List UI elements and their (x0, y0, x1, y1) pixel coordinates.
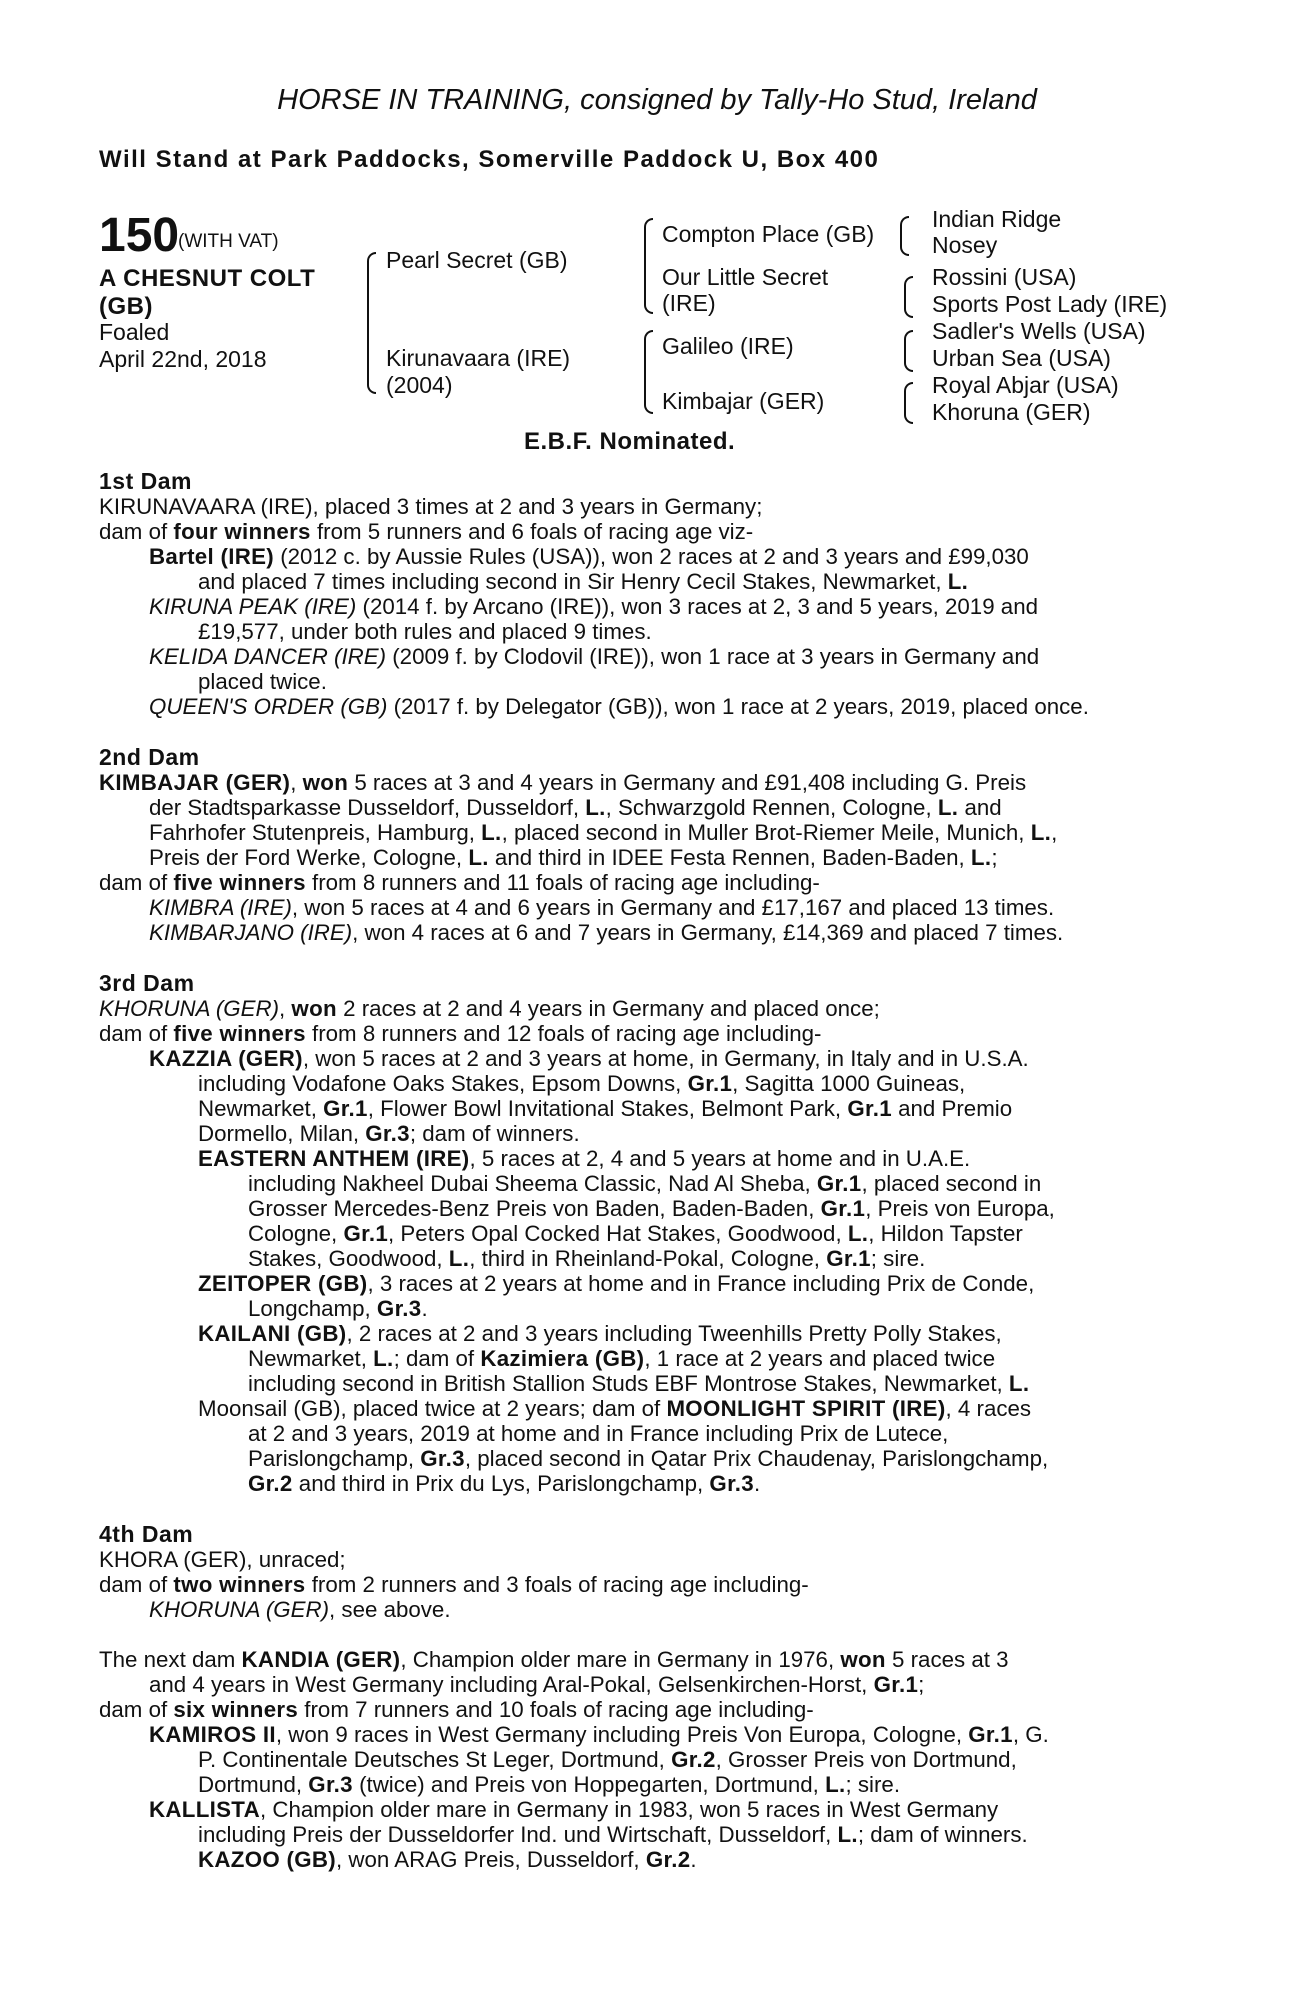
text-segment: 5 races at 3 (885, 1647, 1009, 1672)
text-segment: KIRUNAVAARA (IRE), placed 3 times at 2 and 3 years in Germany; (99, 494, 763, 519)
text-segment: , placed second in (861, 1171, 1042, 1196)
text-segment: £19,577, under both rules and placed 9 times. (198, 619, 652, 644)
text-line (198, 1071, 965, 1096)
pedigree-brace-dd (904, 382, 913, 424)
bold-text: KAMIROS II (149, 1722, 276, 1747)
text-segment: ; dam of (393, 1346, 481, 1371)
bold-text: MOONLIGHT SPIRIT (IRE) (666, 1396, 946, 1421)
text-segment: ; dam of winners. (409, 1121, 580, 1146)
bold-text: Gr.1 (687, 1071, 733, 1096)
text-segment: ; sire. (845, 1772, 901, 1797)
text-segment: dam of (99, 1697, 174, 1722)
section-heading-3rd-dam: 3rd Dam (99, 970, 195, 996)
bold-text: Gr.1 (816, 1171, 862, 1196)
text-segment: ; dam of winners. (857, 1822, 1028, 1847)
text-segment: , third in Rheinland-Pokal, Cologne, (469, 1246, 827, 1271)
bold-text: four winners (173, 519, 311, 544)
text-segment: , (279, 996, 292, 1021)
text-segment: including Nakheel Dubai Sheema Classic, Nad Al Sheba, (248, 1171, 817, 1196)
text-segment: including Preis der Dusseldorfer Ind. und Wirtschaft, Dusseldorf, (198, 1822, 838, 1847)
text-line (198, 1822, 1028, 1847)
pedigree-dam: Kirunavaara (IRE) (386, 345, 571, 371)
bold-text: Gr.2 (248, 1471, 293, 1496)
bold-text: Gr.1 (847, 1096, 892, 1121)
bold-text: Gr.1 (820, 1196, 866, 1221)
bold-text: Gr.1 (968, 1722, 1013, 1747)
text-line (198, 619, 652, 644)
text-segment: , won 4 races at 6 and 7 years in Germany, £14,369 and placed 7 times. (352, 920, 1064, 945)
text-segment: and third in IDEE Festa Rennen, Baden-Baden, (488, 845, 971, 870)
text-line (149, 920, 1063, 945)
text-segment: Grosser Mercedes-Benz Preis von Baden, Baden-Baden, (248, 1196, 821, 1221)
bold-text: L. (585, 795, 606, 820)
text-line (198, 569, 968, 594)
text-segment: , 5 races at 2, 4 and 5 years at home and in U.A.E. (469, 1146, 971, 1171)
text-segment: , (290, 770, 303, 795)
bold-text: KAZZIA (GER) (149, 1046, 303, 1071)
bold-text: L. (937, 795, 959, 820)
text-line (99, 519, 753, 544)
pedigree-brace-ds (904, 330, 913, 372)
text-segment: dam of (99, 870, 174, 895)
text-line (198, 1096, 1012, 1121)
text-line (99, 1647, 1009, 1672)
bold-text: Bartel (IRE) (149, 544, 275, 569)
text-segment: Longchamp, (248, 1296, 377, 1321)
bold-text: KIMBAJAR (GER) (99, 770, 291, 795)
pedigree-dss: Sadler's Wells (USA) (932, 318, 1146, 344)
text-segment: including Vodafone Oaks Stakes, Epsom Downs, (198, 1071, 688, 1096)
text-segment: Fahrhofer Stutenpreis, Hamburg, (149, 820, 482, 845)
bold-text: L. (825, 1772, 846, 1797)
stand-location: Will Stand at Park Paddocks, Somerville Paddock U, Box 400 (99, 146, 880, 173)
bold-text: Gr.3 (709, 1471, 755, 1496)
text-line (99, 1547, 346, 1572)
text-segment: , G. (1012, 1722, 1049, 1747)
section-heading-1st-dam: 1st Dam (99, 468, 192, 494)
text-line (198, 1121, 580, 1146)
text-segment: dam of (99, 1572, 174, 1597)
bold-text: Gr.1 (323, 1096, 368, 1121)
pedigree-dam-dam: Kimbajar (GER) (662, 388, 825, 414)
bold-text: KAILANI (GB) (198, 1321, 347, 1346)
text-line (149, 594, 1038, 619)
text-line (248, 1446, 1048, 1471)
pedigree-sire-dam-line1: Our Little Secret (662, 264, 829, 290)
text-segment: , Schwarzgold Rennen, Cologne, (605, 795, 938, 820)
lot-description-line2: (GB) (99, 293, 153, 320)
pedigree-brace-sd (904, 276, 913, 318)
bold-text: won (302, 770, 349, 795)
text-segment: , won 5 races at 4 and 6 years in Germany and £17,167 and placed 13 times. (291, 895, 1055, 920)
text-segment: ; sire. (870, 1246, 926, 1271)
text-segment: Newmarket, (248, 1346, 374, 1371)
pedigree-sire-dam-line2: (IRE) (662, 290, 716, 316)
text-line (198, 1396, 1031, 1421)
text-segment: and Premio (891, 1096, 1013, 1121)
bold-text: Gr.1 (826, 1246, 871, 1271)
text-segment: Newmarket, (198, 1096, 324, 1121)
text-segment: KHORA (GER), unraced; (99, 1547, 346, 1572)
text-segment: , placed second in Muller Brot-Riemer Meile, Munich, (501, 820, 1031, 845)
bold-text: ZEITOPER (GB) (198, 1271, 368, 1296)
text-line (149, 795, 1002, 820)
pedigree-dam-sire: Galileo (IRE) (662, 333, 794, 359)
text-segment: from 7 runners and 10 foals of racing age including- (298, 1697, 814, 1722)
pedigree-sds: Rossini (USA) (932, 264, 1077, 290)
bold-text: Gr.3 (420, 1446, 465, 1471)
text-segment: Cologne, (248, 1221, 344, 1246)
bold-text: two winners (173, 1572, 306, 1597)
text-line (99, 870, 820, 895)
bold-text: Kazimiera (GB) (480, 1346, 645, 1371)
bold-text: Gr.1 (873, 1672, 919, 1697)
text-segment: 2 races at 2 and 4 years in Germany and placed once; (336, 996, 880, 1021)
text-segment: , 3 races at 2 years at home and in France including Prix de Conde, (367, 1271, 1035, 1296)
text-segment: and third in Prix du Lys, Parislongchamp, (292, 1471, 710, 1496)
bold-text: won (291, 996, 337, 1021)
text-segment: from 8 runners and 12 foals of racing age including- (305, 1021, 822, 1046)
italic-text: KHORUNA (GER) (99, 996, 280, 1021)
text-segment: , Champion older mare in Germany in 1983, won 5 races in West Germany (259, 1797, 999, 1822)
text-line (198, 1321, 1002, 1346)
text-segment: . (421, 1296, 428, 1321)
text-segment: Stakes, Goodwood, (248, 1246, 449, 1271)
bold-text: L. (970, 845, 992, 870)
text-segment: placed twice. (198, 669, 327, 694)
lot-number: 150 (99, 209, 180, 262)
pedigree-sss: Indian Ridge (932, 206, 1062, 232)
text-segment: , Champion older mare in Germany in 1976, (400, 1647, 841, 1672)
bold-text: KAZOO (GB) (198, 1847, 337, 1872)
text-line (149, 1672, 924, 1697)
pedigree-brace-dam (644, 330, 653, 414)
text-line (198, 1271, 1034, 1296)
text-line (248, 1196, 1055, 1221)
text-segment: , Peters Opal Cocked Hat Stakes, Goodwood, (388, 1221, 848, 1246)
text-segment: 5 races at 3 and 4 years in Germany and £91,408 including G. Preis (348, 770, 1027, 795)
foaled-info (99, 319, 267, 373)
text-line (248, 1471, 760, 1496)
text-segment: , 4 races (945, 1396, 1032, 1421)
text-line (149, 544, 1029, 569)
text-segment: , Preis von Europa, (865, 1196, 1055, 1221)
text-segment: ; (991, 845, 998, 870)
text-line (99, 1697, 814, 1722)
text-segment: (twice) and Preis von Hoppegarten, Dortmund, (352, 1772, 826, 1797)
text-segment: , 2 races at 2 and 3 years including Tweenhills Pretty Polly Stakes, (346, 1321, 1002, 1346)
text-segment: from 8 runners and 11 foals of racing age including- (305, 870, 820, 895)
text-line (149, 845, 998, 870)
text-segment: from 2 runners and 3 foals of racing age including- (305, 1572, 809, 1597)
text-segment: , Sagitta 1000 Guineas, (732, 1071, 966, 1096)
text-line (99, 996, 880, 1021)
italic-text: KELIDA DANCER (IRE) (149, 644, 387, 669)
text-line (198, 1772, 900, 1797)
text-segment: at 2 and 3 years, 2019 at home and in France including Prix de Lutece, (248, 1421, 949, 1446)
text-segment: . (754, 1471, 761, 1496)
text-line (198, 1747, 1017, 1772)
bold-text: Gr.2 (645, 1847, 691, 1872)
italic-text: KIMBARJANO (IRE) (149, 920, 353, 945)
text-segment: , Grosser Preis von Dortmund, (715, 1747, 1017, 1772)
vat-note: (WITH VAT) (178, 231, 279, 252)
bold-text: EASTERN ANTHEM (IRE) (198, 1146, 470, 1171)
bold-text: Gr.3 (365, 1121, 410, 1146)
bold-text: L. (837, 1822, 858, 1847)
text-line (198, 1847, 697, 1872)
text-segment: Preis der Ford Werke, Cologne, (149, 845, 469, 870)
pedigree-dds: Royal Abjar (USA) (932, 372, 1119, 398)
pedigree-dsd: Urban Sea (USA) (932, 345, 1111, 371)
pedigree-sire-sire: Compton Place (GB) (662, 221, 875, 247)
section-heading-2nd-dam: 2nd Dam (99, 744, 200, 770)
text-segment: (2014 f. by Arcano (IRE)), won 3 races at 2, 3 and 5 years, 2019 and (356, 594, 1039, 619)
text-segment: , won 5 races at 2 and 3 years at home, in Germany, in Italy and in U.S.A. (302, 1046, 1029, 1071)
text-line (248, 1221, 1023, 1246)
bold-text: five winners (173, 1021, 306, 1046)
text-segment: dam of (99, 519, 174, 544)
bold-text: KANDIA (GER) (241, 1647, 401, 1672)
bold-text: Gr.1 (343, 1221, 389, 1246)
text-line (248, 1296, 428, 1321)
text-segment: (2009 f. by Clodovil (IRE)), won 1 race at 3 years in Germany and (386, 644, 1040, 669)
foaled-date: April 22nd, 2018 (99, 346, 267, 372)
text-line (248, 1371, 1029, 1396)
text-segment: , see above. (329, 1597, 451, 1622)
text-line (198, 1146, 970, 1171)
bold-text: L. (468, 845, 489, 870)
text-segment: , Flower Bowl Invitational Stakes, Belmont Park, (367, 1096, 848, 1121)
pedigree-sdd: Sports Post Lady (IRE) (932, 291, 1168, 317)
text-line (99, 1021, 821, 1046)
bold-text: won (840, 1647, 886, 1672)
text-line (248, 1421, 948, 1446)
foaled-label: Foaled (99, 319, 170, 345)
pedigree-ddd: Khoruna (GER) (932, 399, 1091, 425)
text-segment: Dormello, Milan, (198, 1121, 366, 1146)
section-heading-4th-dam: 4th Dam (99, 1521, 194, 1547)
italic-text: KIRUNA PEAK (IRE) (149, 594, 357, 619)
text-segment: (2017 f. by Delegator (GB)), won 1 race at 2 years, 2019, placed once. (387, 694, 1089, 719)
lot-description-line1: A CHESNUT COLT (99, 265, 316, 292)
text-segment: , won ARAG Preis, Dusseldorf, (336, 1847, 646, 1872)
bold-text: L. (1008, 1371, 1030, 1396)
bold-text: L. (947, 569, 969, 594)
pedigree-brace-ss (900, 216, 909, 256)
text-segment: P. Continentale Deutsches St Leger, Dortmund, (198, 1747, 672, 1772)
text-line (99, 494, 762, 519)
text-line (149, 644, 1039, 669)
text-line (248, 1346, 995, 1371)
italic-text: KHORUNA (GER) (149, 1597, 330, 1622)
bold-text: Gr.3 (376, 1296, 422, 1321)
bold-text: five winners (173, 870, 306, 895)
text-line (149, 820, 1057, 845)
text-line (198, 669, 327, 694)
text-segment: dam of (99, 1021, 174, 1046)
pedigree-ssd: Nosey (932, 232, 998, 258)
text-line (149, 1722, 1049, 1747)
lot-description (99, 265, 315, 321)
text-line (149, 694, 1089, 719)
bold-text: Gr.2 (671, 1747, 716, 1772)
text-segment: and (958, 795, 1002, 820)
bold-text: L. (1030, 820, 1052, 845)
bold-text: KALLISTA (149, 1797, 260, 1822)
italic-text: KIMBRA (IRE) (149, 895, 292, 920)
text-segment: der Stadtsparkasse Dusseldorf, Dusseldorf, (149, 795, 586, 820)
text-segment: and placed 7 times including second in Sir Henry Cecil Stakes, Newmarket, (198, 569, 948, 594)
text-segment: Parislongchamp, (248, 1446, 421, 1471)
pedigree-brace-main (367, 252, 376, 394)
pedigree-brace-sire (644, 218, 653, 314)
text-segment: including second in British Stallion Studs EBF Montrose Stakes, Newmarket, (248, 1371, 1009, 1396)
bold-text: L. (481, 820, 502, 845)
text-segment: and 4 years in West Germany including Aral-Pokal, Gelsenkirchen-Horst, (149, 1672, 874, 1697)
text-segment: Dortmund, (198, 1772, 309, 1797)
text-line (99, 770, 1026, 795)
text-segment: from 5 runners and 6 foals of racing age viz- (310, 519, 754, 544)
text-line (149, 1046, 1029, 1071)
text-line (248, 1246, 925, 1271)
text-line (149, 895, 1054, 920)
text-segment: (2012 c. by Aussie Rules (USA)), won 2 races at 2 and 3 years and £99,030 (274, 544, 1029, 569)
bold-text: Gr.3 (308, 1772, 353, 1797)
text-segment: , 1 race at 2 years and placed twice (644, 1346, 996, 1371)
bold-text: six winners (173, 1697, 299, 1722)
text-line (149, 1597, 451, 1622)
text-line (99, 1572, 809, 1597)
page-title: HORSE IN TRAINING, consigned by Tally-Ho Stud, Ireland (277, 84, 1037, 116)
bold-text: L. (373, 1346, 394, 1371)
text-segment: , (1051, 820, 1058, 845)
text-segment: The next dam (99, 1647, 242, 1672)
bold-text: L. (847, 1221, 869, 1246)
text-line (248, 1171, 1041, 1196)
pedigree-sire: Pearl Secret (GB) (386, 247, 568, 273)
text-line (149, 1797, 998, 1822)
text-segment: ; (918, 1672, 925, 1697)
text-segment: , Hildon Tapster (868, 1221, 1023, 1246)
italic-text: QUEEN'S ORDER (GB) (149, 694, 388, 719)
ebf-nominated: E.B.F. Nominated. (524, 428, 736, 455)
text-segment: Moonsail (GB), placed twice at 2 years; dam of (198, 1396, 667, 1421)
pedigree-dam-year: (2004) (386, 372, 453, 398)
text-segment: , won 9 races in West Germany including Preis Von Europa, Cologne, (275, 1722, 969, 1747)
bold-text: L. (448, 1246, 470, 1271)
text-segment: . (690, 1847, 697, 1872)
text-segment: , placed second in Qatar Prix Chaudenay, Parislongchamp, (464, 1446, 1049, 1471)
